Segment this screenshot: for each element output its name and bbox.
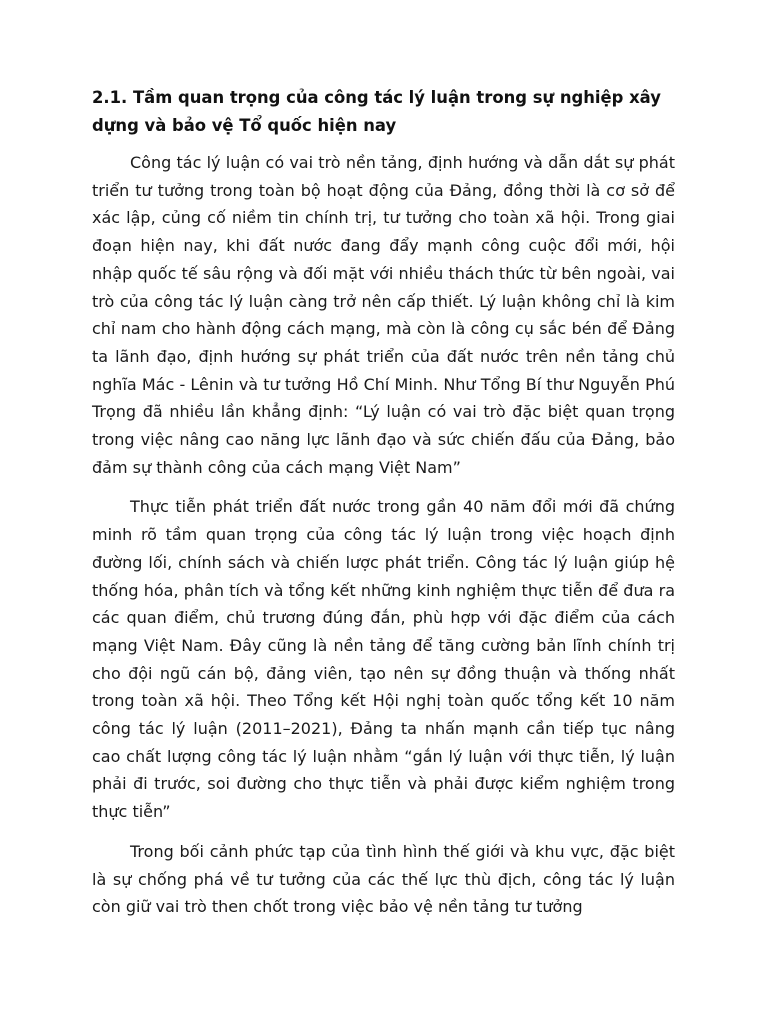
page-content: [92, 84, 675, 921]
section-heading: 2.1. Tầm quan trọng của công tác lý luận trong sự nghiệp xây dựng và bảo vệ Tổ quốc hiện nay: [92, 88, 661, 135]
paragraph-2: Thực tiễn phát triển đất nước trong gần 40 năm đổi mới đã chứng minh rõ tầm quan trọng của công tác lý luận trong việc hoạch định đường lối, chính sách và chiến lược phát triển. Công tác lý luận giúp hệ thống hóa, phân tích và tổng kết những kinh nghiệm thực tiễn để đưa ra các quan điểm, chủ trương đúng đắn, phù hợp với đặc điểm của cách mạng Việt Nam. Đây cũng là nền tảng để tăng cường bản lĩnh chính trị cho đội ngũ cán bộ, đảng viên, tạo nên sự đồng thuận và thống nhất trong toàn xã hội. Theo Tổng kết Hội nghị toàn quốc tổng kết 10 năm công tác lý luận (2011–2021), Đảng ta nhấn mạnh cần tiếp tục nâng cao chất lượng công tác lý luận nhằm “gắn lý luận với thực tiễn, lý luận phải đi trước, soi đường cho thực tiễn và phải được kiểm nghiệm trong thực tiễn”: [92, 497, 675, 822]
paragraph-3: Trong bối cảnh phức tạp của tình hình thế giới và khu vực, đặc biệt là sự chống phá về tư tưởng của các thế lực thù địch, công tác lý luận còn giữ vai trò then chốt trong việc bảo vệ nền tảng tư tưởng: [92, 841, 675, 917]
paragraph-1: Công tác lý luận có vai trò nền tảng, định hướng và dẫn dắt sự phát triển tư tưởng trong toàn bộ hoạt động của Đảng, đồng thời là cơ sở để xác lập, củng cố niềm tin chính trị, tư tưởng cho toàn xã hội. Trong giai đoạn hiện nay, khi đất nước đang đẩy mạnh công cuộc đổi mới, hội nhập quốc tế sâu rộng và đối mặt với nhiều thách thức từ bên ngoài, vai trò của công tác lý luận càng trở nên cấp thiết. Lý luận không chỉ là kim chỉ nam cho hành động cách mạng, mà còn là công cụ sắc bén để Đảng ta lãnh đạo, định hướng sự phát triển của đất nước trên nền tảng chủ nghĩa Mác - Lênin và tư tưởng Hồ Chí Minh. Như Tổng Bí thư Nguyễn Phú Trọng đã nhiều lần khẳng định: “Lý luận có vai trò đặc biệt quan trọng trong việc nâng cao năng lực lãnh đạo và sức chiến đấu của Đảng, bảo đảm sự thành công của cách mạng Việt Nam”: [92, 153, 675, 477]
